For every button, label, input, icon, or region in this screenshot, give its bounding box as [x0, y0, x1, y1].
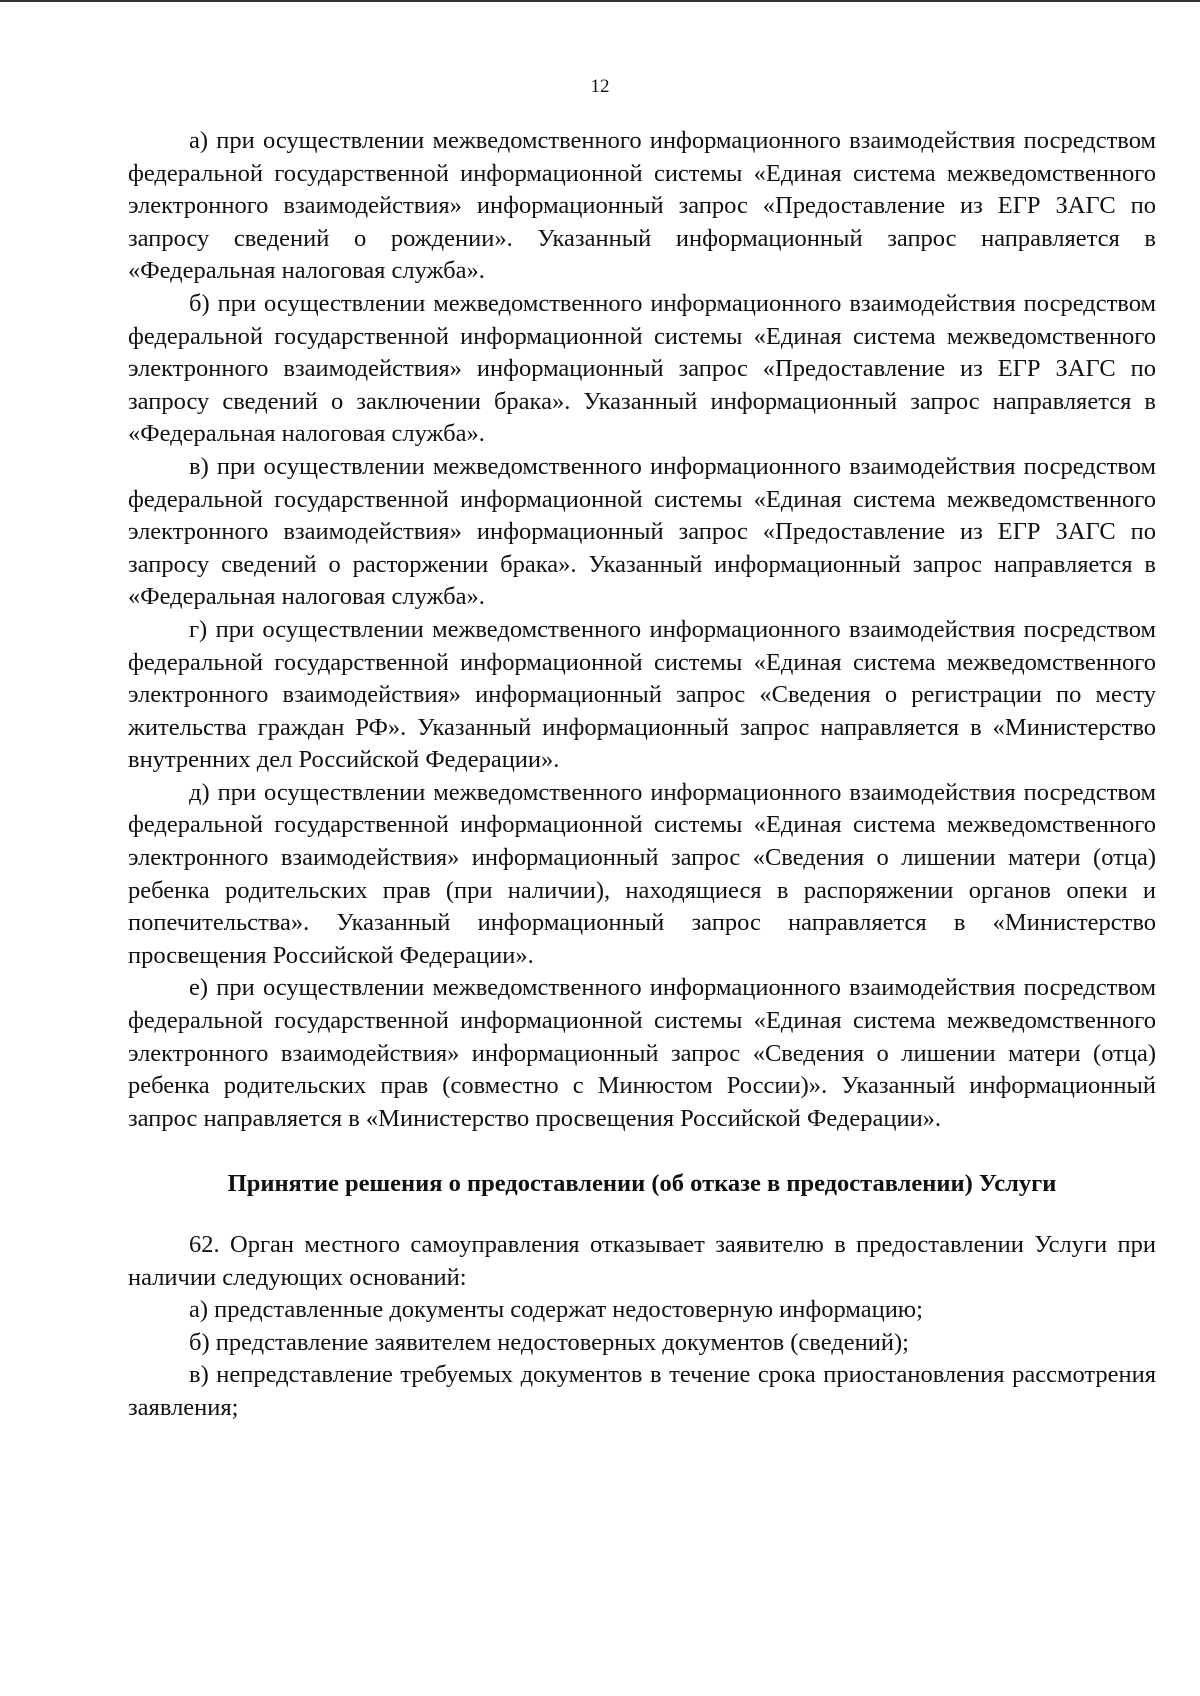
paragraph-item-e: е) при осуществлении межведомственного информационного взаимодействия посредством федеральной государственной информационной системы «Единая система межведомственного электронного взаимодействия» информационный запрос «Сведения о лишении матери (отца) ребенка родительских прав (совместно с Минюстом России)». Указанный информационный запрос направляется в «Министерство просвещения Российской Федерации».	[128, 974, 1156, 1132]
paragraph-ground-a: а) представленные документы содержат недостоверную информацию;	[189, 1296, 923, 1324]
section-heading: Принятие решения о предоставлении (об отказе в предоставлении) Услуги	[227, 1170, 1057, 1198]
page-number: 12	[590, 76, 610, 97]
paragraph-ground-v: в) непредставление требуемых документов в течение срока приостановления рассмотрения заявления;	[128, 1361, 1156, 1421]
paragraph-item-v: в) при осуществлении межведомственного информационного взаимодействия посредством федеральной государственной информационной системы «Единая система межведомственного электронного взаимодействия» информационный запрос «Предоставление из ЕГР ЗАГС по запросу сведений о расторжении брака». Указанный информационный запрос направляется в «Федеральная налоговая служба».	[128, 452, 1156, 611]
paragraph-item-a: а) при осуществлении межведомственного информационного взаимодействия посредством федеральной государственной информационной системы «Единая система межведомственного электронного взаимодействия» информационный запрос «Предоставление из ЕГР ЗАГС по запросу сведений о рождении». Указанный информационный запрос направляется в «Федеральная налоговая служба».	[128, 127, 1156, 285]
document-body	[128, 125, 1156, 1425]
paragraph-clause-62: 62. Орган местного самоуправления отказывает заявителю в предоставлении Услуги при наличии следующих оснований:	[128, 1231, 1156, 1291]
paragraph-item-g: г) при осуществлении межведомственного информационного взаимодействия посредством федеральной государственной информационной системы «Единая система межведомственного электронного взаимодействия» информационный запрос «Сведения о регистрации по месту жительства граждан РФ». Указанный информационный запрос направляется в «Министерство внутренних дел Российской Федерации».	[128, 615, 1156, 774]
paragraph-item-b: б) при осуществлении межведомственного информационного взаимодействия посредством федеральной государственной информационной системы «Единая система межведомственного электронного взаимодействия» информационный запрос «Предоставление из ЕГР ЗАГС по запросу сведений о заключении брака». Указанный информационный запрос направляется в «Федеральная налоговая служба».	[128, 289, 1156, 448]
paragraph-item-d: д) при осуществлении межведомственного информационного взаимодействия посредством федеральной государственной информационной системы «Единая система межведомственного электронного взаимодействия» информационный запрос «Сведения о лишении матери (отца) ребенка родительских прав (при наличии), находящиеся в распоряжении органов опеки и попечительства». Указанный информационный запрос направляется в «Министерство просвещения Российской Федерации».	[128, 778, 1156, 969]
paragraph-ground-b: б) представление заявителем недостоверных документов (сведений);	[189, 1328, 909, 1356]
